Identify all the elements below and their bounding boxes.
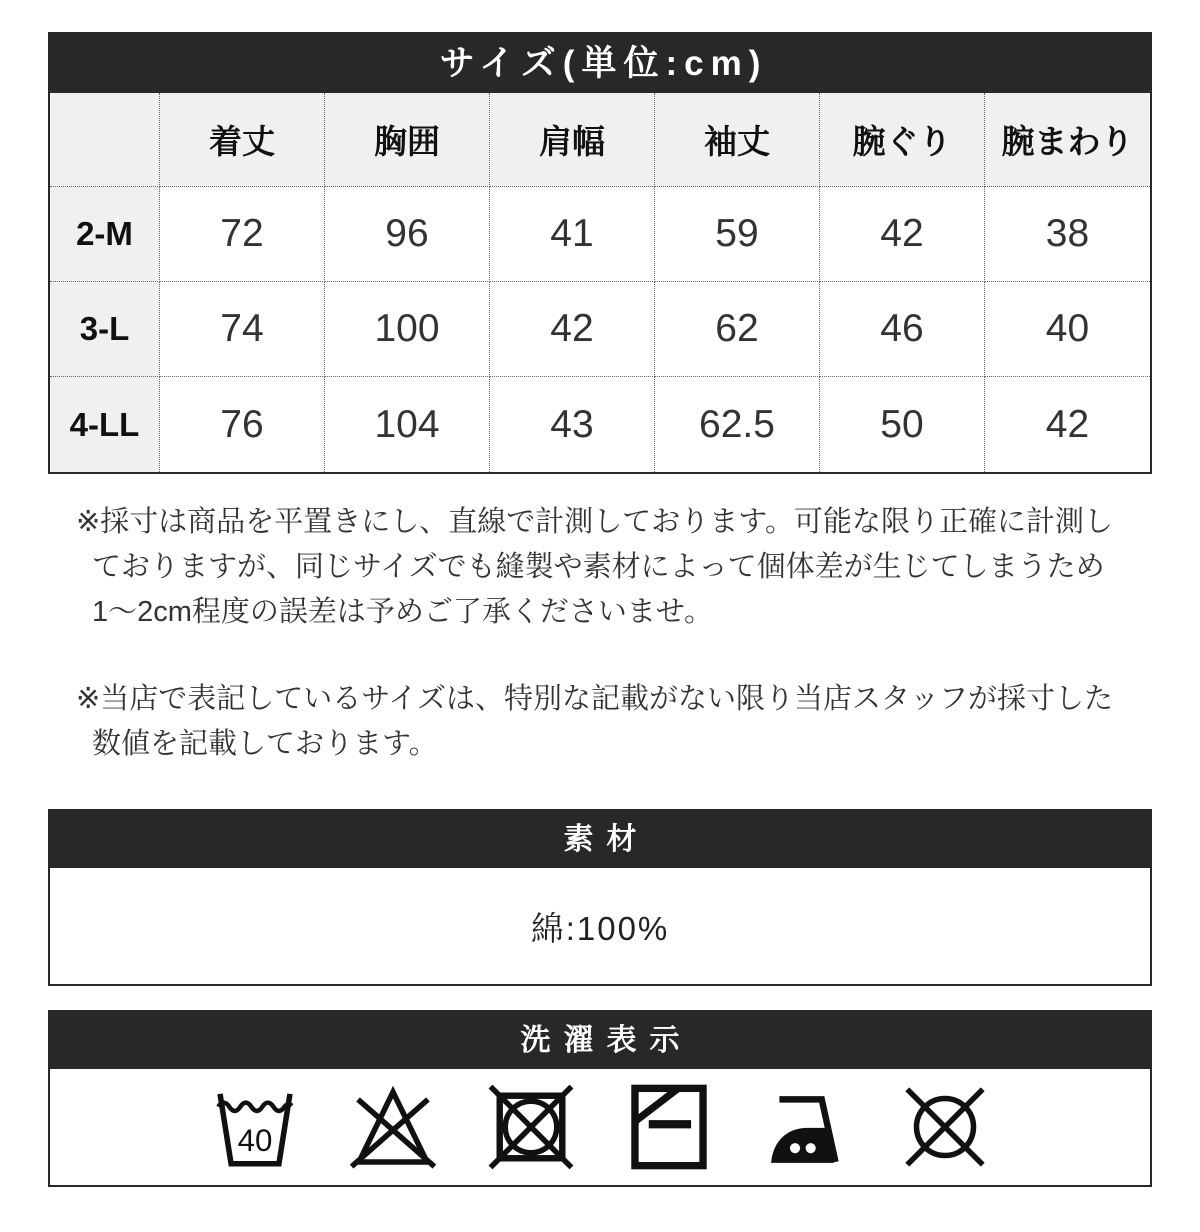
material-title-bar — [50, 811, 1150, 868]
column-header-armhole: 腕ぐり — [820, 93, 985, 187]
iron-medium-icon — [761, 1081, 853, 1173]
table-cell: 43 — [490, 377, 655, 472]
column-header-length: 着丈 — [160, 93, 325, 187]
table-cell: 62 — [655, 282, 820, 377]
column-header-chest: 胸囲 — [325, 93, 490, 187]
note-staff-measured — [76, 677, 1152, 767]
size-table-title-bar — [50, 34, 1150, 93]
table-cell: 50 — [820, 377, 985, 472]
column-header-shoulder: 肩幅 — [490, 93, 655, 187]
care-title-bar — [50, 1012, 1150, 1069]
table-cell: 42 — [985, 377, 1150, 472]
material-value: 綿:100% — [530, 909, 670, 947]
wash-40-icon — [209, 1081, 301, 1173]
table-cell: 38 — [985, 187, 1150, 282]
column-header-sleeve: 袖丈 — [655, 93, 820, 187]
table-cell: 100 — [325, 282, 490, 377]
row-label-4ll: 4-LL — [50, 377, 160, 472]
table-cell: 74 — [160, 282, 325, 377]
row-label-2m: 2-M — [50, 187, 160, 282]
table-cell: 59 — [655, 187, 820, 282]
note-line: ておりますが、同じサイズでも縫製や素材によって個体差が生じてしまうため — [92, 551, 1105, 583]
no-dry-clean-icon — [899, 1081, 991, 1173]
table-cell: 72 — [160, 187, 325, 282]
table-cell: 46 — [820, 282, 985, 377]
table-cell: 62.5 — [655, 377, 820, 472]
material-body — [50, 868, 1150, 984]
size-table-section — [48, 32, 1152, 474]
note-line: ※当店で表記しているサイズは、特別な記載がない限り当店スタッフが採寸した — [76, 683, 1113, 715]
measurement-notes — [48, 500, 1152, 767]
no-tumble-dry-icon — [485, 1081, 577, 1173]
table-cell: 76 — [160, 377, 325, 472]
wash-temp-label: 40 — [237, 1122, 273, 1158]
note-line: 数値を記載しております。 — [92, 728, 438, 760]
table-cell: 42 — [490, 282, 655, 377]
care-title: 洗濯表示 — [520, 1024, 693, 1057]
material-title: 素材 — [563, 823, 650, 856]
column-header-arm: 腕まわり — [985, 93, 1150, 187]
table-cell: 40 — [985, 282, 1150, 377]
care-section — [48, 1010, 1152, 1187]
care-symbols-row — [50, 1069, 1150, 1185]
table-cell: 41 — [490, 187, 655, 282]
shade-dry-icon — [623, 1081, 715, 1173]
note-measurement-accuracy — [76, 500, 1152, 635]
table-cell: 104 — [325, 377, 490, 472]
table-corner-cell — [50, 93, 160, 187]
no-bleach-icon — [347, 1081, 439, 1173]
row-label-3l: 3-L — [50, 282, 160, 377]
table-cell: 96 — [325, 187, 490, 282]
size-table-title: サイズ(単位:cm) — [439, 44, 768, 83]
note-line: ※採寸は商品を平置きにし、直線で計測しております。可能な限り正確に計測し — [76, 506, 1113, 538]
table-cell: 42 — [820, 187, 985, 282]
material-section — [48, 809, 1152, 986]
size-table-grid — [50, 93, 1150, 472]
note-line: 1〜2cm程度の誤差は予めご了承くださいませ。 — [92, 596, 714, 628]
size-chart-sheet — [48, 32, 1152, 1187]
